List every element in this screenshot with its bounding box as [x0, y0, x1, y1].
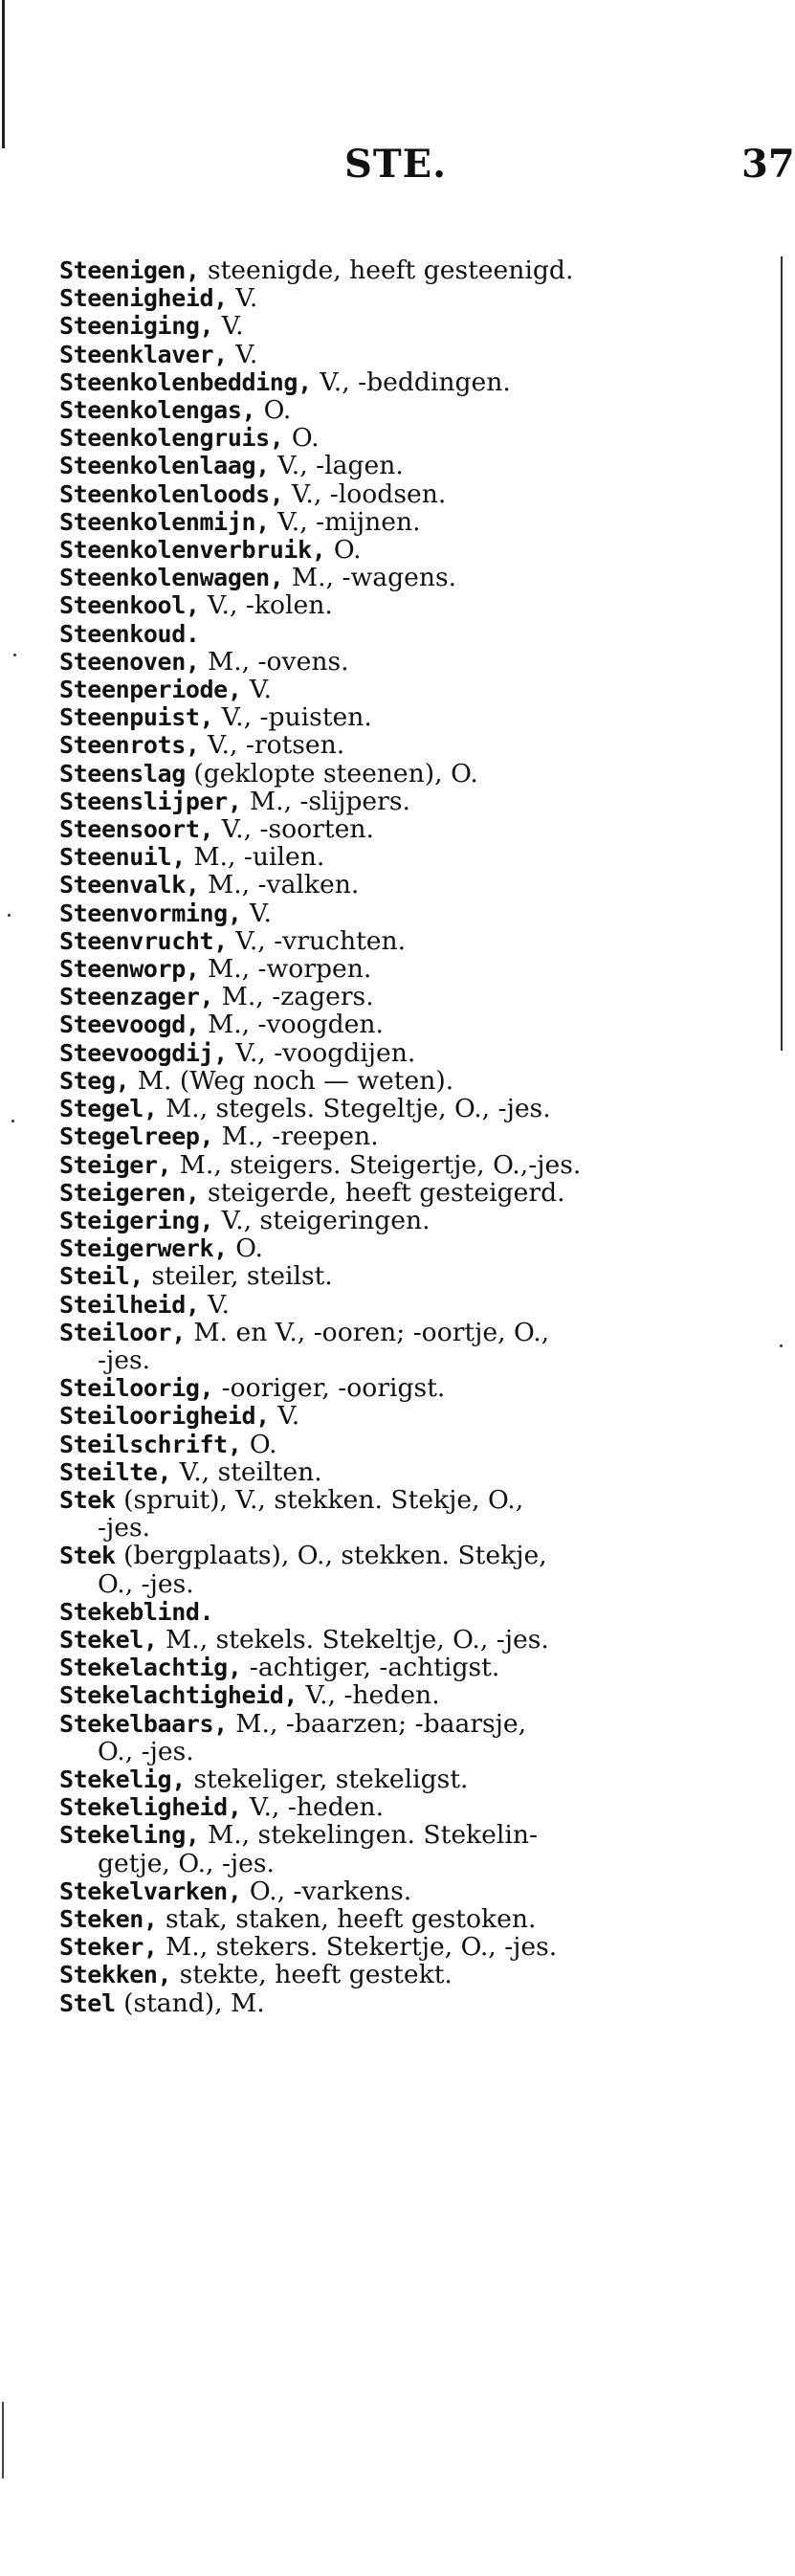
entry-headword: Steenoven, [59, 647, 200, 676]
entry-definition: V. [241, 898, 272, 928]
entry-definition: (bergplaats), O., stekken. Stekje, [115, 1541, 547, 1571]
entry-definition: (spruit), V., stekken. Stekje, O., [115, 1484, 524, 1515]
entry-headword: Steilschrift, [59, 1430, 242, 1458]
entry-definition: steiler, steilst. [143, 1261, 333, 1292]
entry-headword: Steenigheid, [59, 284, 228, 313]
entry-definition: M., stegels. Stegeltje, O., -jes. [157, 1094, 551, 1124]
entry-definition: stekte, heeft gestekt. [171, 1960, 453, 1990]
entry-definition: M., -wagens. [283, 563, 457, 593]
dictionary-entry [59, 1821, 777, 1849]
entry-headword: Steenklaver, [59, 340, 228, 368]
entry-headword: Steenrots, [59, 731, 200, 760]
entry-definition: V., -beddingen. [311, 366, 511, 397]
entry-definition: O. [255, 395, 292, 426]
page-edge-line [2, 0, 5, 148]
entry-headword: Stekel, [59, 1625, 158, 1654]
dictionary-entry [59, 760, 777, 788]
entry-definition: O. [283, 423, 320, 454]
entry-definition: M., -uilen. [185, 842, 325, 873]
speck-mark [11, 1120, 14, 1122]
entry-headword: Stek [59, 1542, 116, 1570]
entry-headword: Stegel, [59, 1095, 158, 1123]
entry-headword: Steenigen, [59, 256, 200, 284]
entry-headword: Steevoogdij, [59, 1038, 228, 1067]
entry-headword: Steenpuist, [59, 703, 214, 732]
entry-headword: Steevoogd, [59, 1010, 200, 1039]
entry-definition: M., -baarzen; -baarsje, [227, 1708, 527, 1739]
dictionary-entry [59, 256, 777, 284]
entry-headword: Stel [59, 1988, 116, 2017]
column-rule [781, 256, 783, 1051]
entry-headword: Steenkolengas, [59, 396, 256, 425]
dictionary-entry [59, 1598, 777, 1626]
entry-headword: Stekeligheid, [59, 1793, 242, 1822]
dictionary-entry [59, 1793, 777, 1821]
entry-headword: Steenkolenverbruik, [59, 536, 326, 565]
entry-headword: Steenworp, [59, 955, 200, 984]
entry-definition: stekeliger, stekeligst. [185, 1764, 469, 1794]
dictionary-entry [59, 620, 777, 648]
entry-definition: steenigde, heeft gesteenigd. [199, 255, 574, 285]
dictionary-entry [59, 871, 777, 899]
entry-continuation: getje, O., -jes. [98, 1848, 276, 1878]
dictionary-entry [59, 424, 777, 452]
entry-headword: Steiloorig, [59, 1374, 214, 1403]
entry-headword: Steeniging, [59, 312, 214, 341]
entry-definition: M. (Weg noch — weten). [129, 1065, 454, 1096]
entry-definition: V. [241, 675, 272, 705]
entry-definition: V., -puisten. [213, 702, 372, 733]
dictionary-entry [59, 1234, 777, 1262]
dictionary-entry [59, 1877, 777, 1905]
entry-headword: Steenkolenlaag, [59, 452, 270, 480]
dictionary-entry [59, 1431, 777, 1458]
dictionary-entry [59, 536, 777, 564]
entry-definition: V. [199, 1289, 230, 1320]
dictionary-entry [59, 1039, 777, 1067]
dictionary-entry [59, 1402, 777, 1430]
entry-headword: Stekelvarken, [59, 1876, 242, 1905]
entry-headword: Steenuil, [59, 843, 186, 872]
entry-headword: Steenkolengruis, [59, 424, 284, 453]
dictionary-entry [59, 927, 777, 955]
entry-definition: V., -heden. [298, 1680, 440, 1711]
dictionary-entry [59, 843, 777, 871]
dictionary-entry [59, 1542, 777, 1569]
dictionary-entry [59, 1122, 777, 1150]
page-edge-line-bottom [2, 2402, 4, 2478]
entry-definition: V. [269, 1401, 300, 1432]
dictionary-entry [59, 1095, 777, 1122]
entry-headword: Steigerwerk, [59, 1234, 228, 1263]
dictionary-entry [59, 648, 777, 676]
entry-headword: Stekelachtigheid, [59, 1681, 298, 1710]
entry-headword: Steenkolenbedding, [59, 367, 312, 396]
entry-list [59, 256, 777, 2017]
entry-definition: stak, staken, heeft gestoken. [157, 1903, 537, 1934]
entry-headword: Stekken, [59, 1961, 172, 1989]
dictionary-entry [59, 1933, 777, 1961]
entry-definition: V., -lagen. [269, 451, 404, 481]
dictionary-entry [59, 1626, 777, 1654]
dictionary-entry [59, 983, 777, 1010]
entry-headword: Steenvalk, [59, 871, 200, 899]
entry-definition: O. [227, 1233, 263, 1264]
entry-definition: M., -slijpers. [241, 786, 410, 816]
entry-headword: Stek [59, 1485, 116, 1514]
entry-definition: M., -reepen. [213, 1121, 379, 1152]
dictionary-entry [59, 1374, 777, 1402]
entry-headword: Steenkool, [59, 591, 200, 620]
entry-headword: Steenzager, [59, 983, 214, 1011]
entry-definition: V., -vruchten. [227, 925, 407, 956]
dictionary-entry [59, 815, 777, 843]
entry-definition: O., -varkens. [241, 1876, 412, 1906]
entry-headword: Steenvrucht, [59, 926, 228, 955]
dictionary-entry [59, 788, 777, 815]
entry-definition: steigerde, heeft gesteigerd. [199, 1177, 565, 1208]
dictionary-entry [59, 1458, 777, 1486]
entry-continuation: -jes. [98, 1344, 151, 1375]
entry-headword: Steken, [59, 1904, 158, 1933]
dictionary-entry [59, 1654, 777, 1681]
dictionary-entry [59, 564, 777, 591]
entry-definition: M., -zagers. [213, 982, 374, 1012]
entry-definition: V., -loodsen. [283, 478, 447, 509]
dictionary-entry [59, 899, 777, 927]
entry-headword: Steigering, [59, 1206, 214, 1234]
entry-headword: Stekelbaars, [59, 1709, 228, 1738]
speck-mark [8, 914, 11, 917]
entry-headword: Steker, [59, 1933, 158, 1962]
entry-headword: Steenslag [59, 759, 186, 788]
page-heading: STE. [344, 142, 448, 187]
entry-headword: Steg, [59, 1066, 130, 1095]
entry-definition: M., -voogden. [199, 1010, 384, 1040]
entry-headword: Stegelreep, [59, 1122, 214, 1151]
dictionary-entry [59, 1010, 777, 1038]
entry-headword: Steilte, [59, 1457, 172, 1486]
entry-headword: Steenkolenmijn, [59, 507, 270, 536]
entry-definition: V. [227, 339, 258, 369]
entry-headword: Steiloorigheid, [59, 1402, 270, 1431]
dictionary-entry [59, 676, 777, 703]
entry-headword: Stekeblind. [59, 1597, 214, 1626]
dictionary-entry [59, 452, 777, 479]
entry-definition: V., steigeringen. [213, 1205, 431, 1235]
entry-headword: Steigeren, [59, 1178, 200, 1207]
entry-definition: M., -ovens. [199, 646, 349, 677]
dictionary-entry [59, 1179, 777, 1207]
entry-definition: -ooriger, -oorigst. [213, 1373, 446, 1404]
entry-definition: O. [325, 535, 362, 566]
entry-headword: Steiger, [59, 1150, 172, 1179]
dictionary-entry [59, 284, 777, 312]
dictionary-entry [59, 396, 777, 424]
entry-definition: V., -mijnen. [269, 506, 421, 537]
dictionary-entry [59, 480, 777, 508]
entry-definition: V., -voogdijen. [227, 1037, 416, 1068]
dictionary-entry [59, 1207, 777, 1234]
entry-headword: Steil, [59, 1262, 144, 1291]
entry-definition: -achtiger, -achtigst. [241, 1653, 500, 1683]
entry-definition: M., steigers. Steigertje, O.,-jes. [171, 1149, 582, 1180]
dictionary-entry [59, 1319, 777, 1346]
entry-continuation: O., -jes. [98, 1736, 194, 1766]
entry-headword: Steenkolenwagen, [59, 564, 284, 592]
dictionary-entry [59, 508, 777, 536]
entry-definition: M., stekers. Stekertje, O., -jes. [157, 1932, 558, 1963]
dictionary-entry [59, 1486, 777, 1514]
dictionary-entry [59, 312, 777, 340]
entry-definition: M., -valken. [199, 870, 360, 900]
dictionary-entry [59, 703, 777, 731]
entry-headword: Steilheid, [59, 1290, 200, 1319]
dictionary-entry [59, 1151, 777, 1179]
entry-headword: Steiloor, [59, 1318, 186, 1346]
entry-headword: Stekeling, [59, 1821, 200, 1850]
dictionary-entry [59, 731, 777, 759]
entry-headword: Steenperiode, [59, 676, 242, 704]
dictionary-entry [59, 1905, 777, 1933]
dictionary-entry [59, 341, 777, 368]
entry-definition: M., -worpen. [199, 954, 372, 985]
dictionary-entry [59, 1989, 777, 2017]
dictionary-entry [59, 1067, 777, 1095]
entry-definition: V., -rotsen. [199, 730, 345, 761]
page-number: 37 [741, 142, 795, 187]
entry-definition: (stand), M. [115, 1988, 265, 2018]
entry-headword: Stekelig, [59, 1765, 186, 1793]
entry-headword: Steenslijper, [59, 787, 242, 815]
entry-continuation: -jes. [98, 1513, 151, 1543]
dictionary-entry [59, 955, 777, 983]
entry-definition: M. en V., -ooren; -oortje, O., [185, 1317, 550, 1347]
dictionary-entry [59, 1681, 777, 1709]
dictionary-entry [59, 1765, 777, 1793]
entry-definition: V. [227, 283, 258, 314]
entry-definition: O. [241, 1429, 277, 1459]
entry-headword: Steensoort, [59, 815, 214, 844]
entry-definition: M., stekelingen. Stekelin- [199, 1820, 539, 1851]
dictionary-entry [59, 368, 777, 396]
entry-definition: V. [213, 311, 244, 342]
dictionary-entry [59, 1291, 777, 1319]
entry-headword: Steenkoud. [59, 619, 200, 648]
entry-headword: Steenvorming, [59, 899, 242, 927]
entry-continuation: O., -jes. [98, 1568, 194, 1599]
entry-definition: V., -kolen. [199, 590, 333, 621]
dictionary-entry [59, 1710, 777, 1738]
entry-definition: V., -heden. [241, 1792, 385, 1823]
entry-definition: M., stekels. Stekeltje, O., -jes. [157, 1624, 549, 1654]
speck-mark [780, 1344, 783, 1347]
entry-headword: Steenkolenloods, [59, 479, 284, 508]
entry-definition: V., steilten. [171, 1456, 322, 1487]
entry-definition: V., -soorten. [213, 814, 374, 845]
dictionary-entry [59, 1961, 777, 1988]
dictionary-entry [59, 591, 777, 619]
entry-headword: Stekelachtig, [59, 1654, 242, 1682]
speck-mark [13, 654, 16, 656]
dictionary-entry [59, 1262, 777, 1290]
entry-definition: (geklopte steenen), O. [185, 758, 478, 788]
